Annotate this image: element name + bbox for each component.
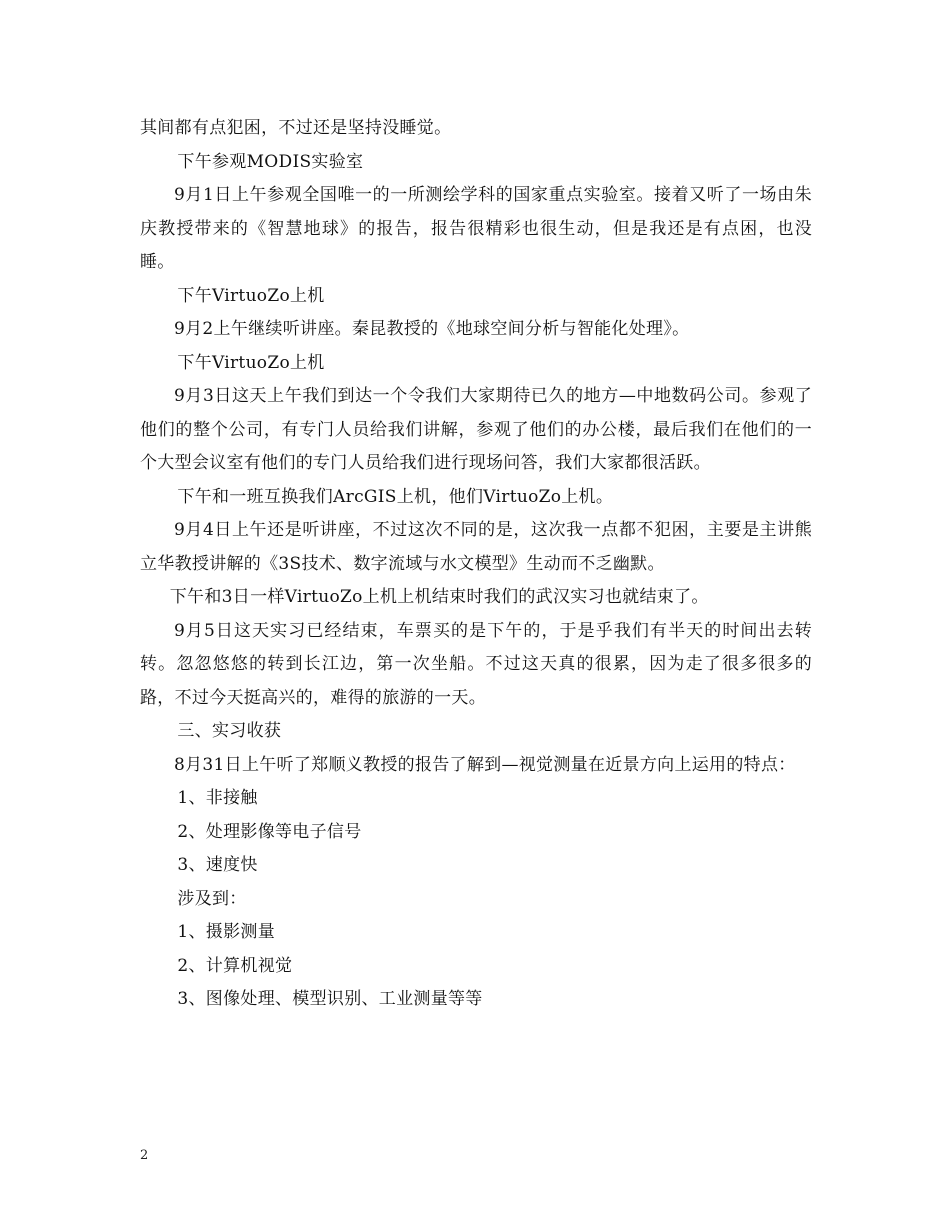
section-heading: 三、实习收获	[177, 721, 282, 741]
paragraph: 下午VirtuoZo上机	[177, 285, 325, 306]
paragraph: 其间都有点犯困，不过还是坚持没睡觉。	[140, 118, 452, 138]
paragraph: 8月31日上午听了郑顺义教授的报告了解到—视觉测量在近景方向上运用的特点：	[174, 754, 796, 775]
paragraph: 下午VirtuoZo上机	[177, 352, 325, 373]
paragraph: 9月5日这天实习已经结束，车票买的是下午的，于是乎我们有半天的时间出去转转。忽忽悠悠的转到长江边，第一次坐船。不过这天真的很累，因为走了很多很多的路，不过今天挺高兴的，难得的旅游的一天。	[140, 620, 812, 708]
list-item: 3、速度快	[177, 855, 258, 875]
list-item: 1、摄影测量	[177, 922, 276, 942]
paragraph: 涉及到：	[177, 888, 247, 909]
document-body	[140, 112, 812, 1017]
list-item: 2、处理影像等电子信号	[177, 821, 362, 842]
list-item: 1、非接触	[177, 788, 258, 808]
paragraph: 9月4日上午还是听讲座，不过这次不同的是，这次我一点都不犯困，主要是主讲熊立华教授讲解的《3S技术、数字流域与水文模型》生动而不乏幽默。	[140, 520, 812, 574]
list-item: 2、计算机视觉	[177, 955, 293, 976]
page-number: 2	[140, 1148, 149, 1163]
paragraph: 下午和3日一样VirtuoZo上机上机结束时我们的武汉实习也就结束了。	[169, 587, 709, 607]
paragraph: 9月3日这天上午我们到达一个令我们大家期待已久的地方—中地数码公司。参观了他们的整个公司，有专门人员给我们讲解，参观了他们的办公楼，最后我们在他们的一个大型会议室有他们的专门人员给我们进行现场问答，我们大家都很活跃。	[140, 386, 812, 473]
paragraph: 下午和一班互换我们ArcGIS上机，他们VirtuoZo上机。	[177, 486, 614, 507]
paragraph: 9月1日上午参观全国唯一的一所测绘学科的国家重点实验室。接着又听了一场由朱庆教授带来的《智慧地球》的报告，报告很精彩也很生动，但是我还是有点困，也没睡。	[140, 185, 812, 272]
paragraph: 下午参观MODIS实验室	[177, 151, 364, 172]
list-item: 3、图像处理、模型识别、工业测量等等	[177, 989, 483, 1009]
paragraph: 9月2上午继续听讲座。秦昆教授的《地球空间分析与智能化处理》。	[174, 319, 690, 339]
